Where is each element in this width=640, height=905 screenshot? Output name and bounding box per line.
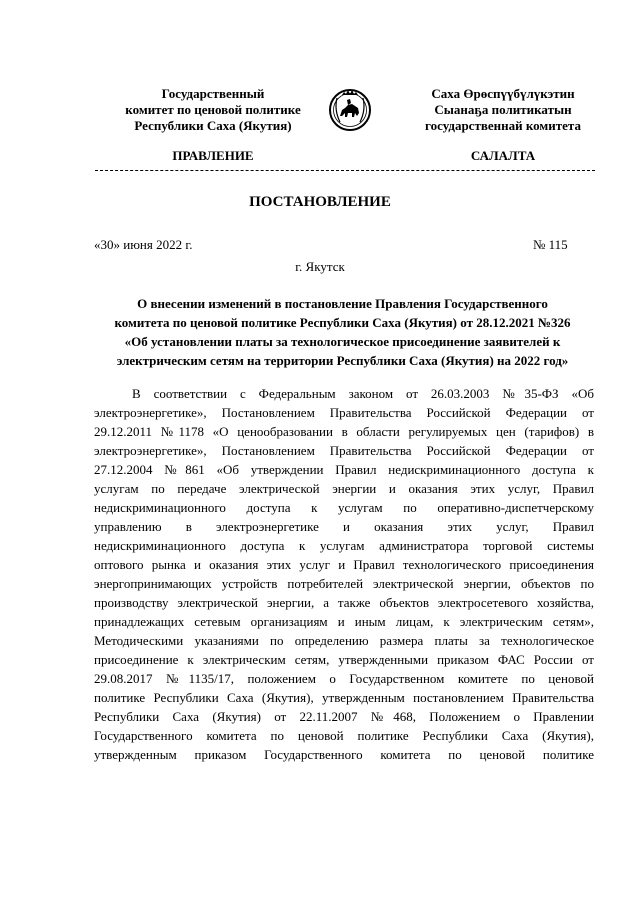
header-left-org — [98, 86, 328, 134]
body-line: утвержденным приказом Государственного комитета по ценовой политике — [94, 747, 594, 762]
yakutia-emblem-icon — [328, 86, 372, 132]
header-right-line-3: государственнай комитета — [425, 118, 581, 133]
body-line: Государственного комитета по ценовой политике Республики Саха (Якутия), — [94, 728, 594, 743]
subject-line: О внесении изменений в постановление Правления Государственного — [137, 296, 548, 311]
document-subject — [90, 294, 595, 370]
subject-line: «Об установлении платы за технологическое присоединение заявителей к — [124, 334, 561, 349]
body-line: электроэнергетике», Постановлением Правительства Российской Федерации от — [94, 443, 594, 458]
header-right-org — [388, 86, 618, 134]
body-line: электроэнергетике», Постановлением Правительства Российской Федерации от — [94, 405, 594, 420]
header-divider — [95, 170, 595, 171]
header-right-sub: САЛАЛТА — [470, 148, 536, 163]
header-left-line-2: комитет по ценовой политике — [125, 102, 301, 117]
header-right-line-2: Сыанаҕа политикатын — [434, 102, 572, 117]
header-left-sub: ПРАВЛЕНИЕ — [172, 148, 254, 163]
body-line: энергопринимающих устройств потребителей электрической энергии, объектов по — [94, 576, 594, 591]
body-line: присоединение к электрическим сетям, утвержденными приказом ФАС России от — [94, 652, 594, 667]
body-line: производству электрической энергии, а также объектов электросетевого хозяйства, — [94, 595, 594, 610]
header-left-line-3: Республики Саха (Якутия) — [134, 118, 292, 133]
body-line: оптового рынка и оказания этих услуг и Правил технологического присоединения — [94, 557, 594, 572]
body-line: управлению в электроэнергетике и оказания этих услуг, Правил — [94, 519, 594, 534]
document-body — [94, 384, 594, 764]
body-line: 29.12.2011 №1178 «О ценообразовании в области регулируемых цен (тарифов) в — [94, 424, 594, 439]
body-line: политике Республики Саха (Якутия), утвержденным постановлением Правительства — [94, 690, 594, 705]
header-right-line-1: Саха Өрөспүүбүлүкэтин — [431, 86, 575, 101]
body-line: принадлежащих сетевым организациям и иным лицам, к электрическим сетям», — [94, 614, 594, 629]
body-line: недискриминационного доступа к услугам администратора торговой системы — [94, 538, 594, 553]
body-line: 27.12.2004 №861 «Об утверждении Правил недискриминационного доступа к — [94, 462, 594, 477]
document-title: ПОСТАНОВЛЕНИЕ — [249, 194, 391, 210]
body-line: недискриминационного доступа к услугам по оперативно-диспетчерскому — [94, 500, 594, 515]
subject-line: комитета по ценовой политике Республики Саха (Якутия) от 28.12.2021 №326 — [114, 315, 571, 330]
header-left-line-1: Государственный — [161, 86, 265, 101]
document-number: № 115 — [533, 237, 568, 252]
document-date: «30» июня 2022 г. — [94, 237, 193, 252]
body-line: В соответствии с Федеральным законом от 26.03.2003 №35-ФЗ «Об — [132, 386, 594, 401]
body-line: Республики Саха (Якутия) от 22.11.2007 №468, Положением о Правлении — [94, 709, 594, 724]
body-line: 29.08.2017 №1135/17, положением о Государственном комитете по ценовой — [94, 671, 594, 686]
subject-line: электрическим сетям на территории Республики Саха (Якутия) на 2022 год» — [116, 353, 569, 368]
document-city: г. Якутск — [295, 259, 345, 274]
body-line: услугам по передаче электрической энергии и оказания этих услуг, Правил — [94, 481, 594, 496]
body-line: Методическими указаниями по определению размера платы за технологическое — [94, 633, 594, 648]
